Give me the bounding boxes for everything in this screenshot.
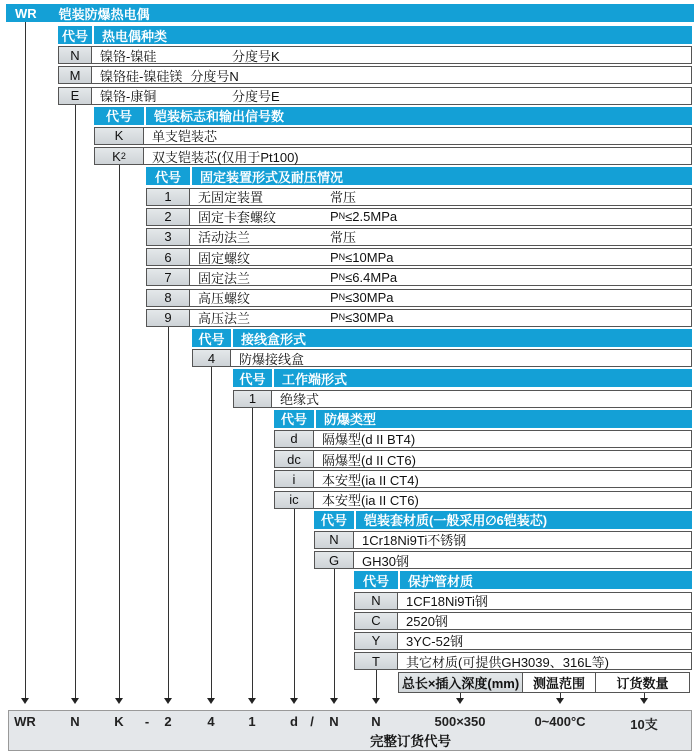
desc-cell: [92, 66, 692, 84]
order-code: K: [114, 714, 124, 729]
code-cell: [146, 289, 190, 307]
code-cell: [146, 228, 190, 246]
table-row: [192, 349, 692, 367]
code-cell: [274, 491, 314, 509]
title-bar: [6, 4, 694, 22]
code-cell: [58, 46, 92, 64]
desc-cell: [398, 592, 692, 610]
table-row: [146, 228, 692, 246]
section-header: [354, 571, 692, 589]
desc-cell: [190, 228, 692, 246]
table-row: [354, 632, 692, 650]
desc-cell: [272, 390, 692, 408]
table-row: [146, 248, 692, 266]
down-arrow-icon: [164, 698, 172, 704]
down-arrow-icon: [207, 698, 215, 704]
pressure-text: P N ≤2.5MPa: [330, 209, 398, 225]
code-value: 9: [164, 310, 172, 326]
code-value: C: [371, 613, 381, 629]
desc-text: GH30钢: [362, 553, 409, 569]
code-value: 6: [164, 249, 172, 265]
desc-text: 2520钢: [406, 614, 448, 630]
code-cell: [192, 349, 231, 367]
down-arrow-icon: [290, 698, 298, 704]
desc-cell: [354, 551, 692, 569]
section-title: 铠装套材质(一般采用∅6铠装芯): [356, 511, 692, 529]
desc-text: 本安型(ia II CT4): [322, 472, 419, 488]
product-code: WR: [15, 5, 37, 21]
table-row: [233, 390, 692, 408]
desc-cell: [354, 531, 692, 549]
desc-text: 隔爆型(d II BT4): [322, 432, 416, 448]
code-cell: [146, 248, 190, 266]
code-value: N: [329, 532, 339, 548]
code-value: ic: [289, 492, 299, 508]
desc-cell: [190, 248, 692, 266]
code-value: d: [290, 431, 298, 447]
desc-cell: [92, 87, 692, 105]
down-arrow-icon: [556, 698, 564, 704]
code-cell: [58, 87, 92, 105]
connector-line: [334, 569, 335, 699]
section-title: 铠装标志和输出信号数: [146, 107, 692, 125]
code-cell: [94, 127, 144, 145]
section-header: [192, 329, 692, 347]
section-header: [274, 410, 692, 428]
code-value: M: [69, 67, 81, 83]
table-row: [354, 652, 692, 670]
table-row: [58, 46, 692, 64]
table-row: [274, 430, 692, 448]
desc-cell: [314, 491, 692, 509]
table-row: [58, 66, 692, 84]
order-code: 1: [248, 714, 256, 729]
desc-text: 双支铠装芯(仅用于Pt100): [152, 149, 299, 165]
code-cell: [274, 450, 314, 468]
desc-cell: [190, 208, 692, 226]
desc-text: 隔爆型(d II CT6): [322, 452, 416, 468]
section-explosion-proof-type: [274, 410, 692, 511]
code-column-label: 代号: [233, 369, 272, 387]
code-cell: [314, 551, 354, 569]
code-value: K: [112, 148, 121, 164]
pressure-text: 常压: [330, 230, 357, 246]
section-title: 工作端形式: [274, 369, 692, 387]
desc-cell: [314, 450, 692, 468]
code-value: 1: [164, 189, 172, 205]
section-sheath-material: [314, 511, 692, 572]
code-value: i: [292, 471, 296, 487]
desc-text: 无固定装置: [198, 190, 264, 206]
desc-cell: [144, 127, 692, 145]
down-arrow-icon: [21, 698, 29, 704]
desc-cell: [190, 188, 692, 206]
connector-line: [252, 408, 253, 699]
code-value: N: [70, 47, 80, 63]
order-code: d: [290, 714, 298, 729]
desc-text: 镍铬-康铜: [100, 89, 157, 105]
down-arrow-icon: [330, 698, 338, 704]
code-column-label: 代号: [58, 26, 92, 44]
code-cell: [94, 147, 144, 165]
code-cell: [146, 188, 190, 206]
code-subscript: 2: [120, 150, 126, 161]
desc-cell: [144, 147, 692, 165]
section-title: 保护管材质: [400, 571, 692, 589]
down-arrow-icon: [248, 698, 256, 704]
code-cell: [146, 268, 190, 286]
connector-line: [376, 670, 377, 699]
table-row: [146, 208, 692, 226]
code-column-label: 代号: [274, 410, 314, 428]
order-code: 4: [207, 714, 215, 729]
section-sheath-mark: [94, 107, 692, 168]
code-cell: [233, 390, 272, 408]
section-junction-box: [192, 329, 692, 369]
order-code: 2: [164, 714, 172, 729]
spec-length-header: 总长×插入深度(mm): [398, 672, 523, 693]
down-arrow-icon: [456, 698, 464, 704]
section-header: [94, 107, 692, 125]
section-header: [314, 511, 692, 529]
order-temp-range: 0~400°C: [534, 714, 586, 729]
grade-text: 分度号N: [190, 68, 239, 84]
desc-text: 镍铬硅-镍硅镁: [100, 68, 183, 84]
desc-cell: [398, 632, 692, 650]
desc-text: 3YC-52钢: [406, 634, 464, 650]
pressure-text: P N ≤6.4MPa: [330, 269, 398, 285]
code-cell: [354, 612, 398, 630]
table-row: [146, 289, 692, 307]
code-cell: [354, 652, 398, 670]
table-row: [274, 470, 692, 488]
order-code: WR: [14, 714, 36, 729]
code-column-label: 代号: [354, 571, 398, 589]
desc-cell: [314, 430, 692, 448]
desc-cell: [190, 309, 692, 327]
connector-line: [119, 165, 120, 699]
order-code-separator: -: [144, 714, 150, 729]
table-row: [314, 531, 692, 549]
connector-line: [25, 22, 26, 699]
desc-text: 其它材质(可提供GH3039、316L等): [406, 654, 609, 670]
grade-text: 分度号K: [232, 48, 280, 64]
desc-text: 1Cr18Ni9Ti不锈钢: [362, 533, 467, 549]
section-header: [233, 369, 692, 387]
desc-cell: [92, 46, 692, 64]
desc-text: 高压法兰: [198, 311, 251, 327]
section-thermocouple-type: [58, 26, 692, 107]
spec-header-row: [398, 672, 690, 693]
desc-text: 固定卡套螺纹: [198, 210, 277, 226]
code-cell: [58, 66, 92, 84]
desc-text: 镍铬-镍硅: [100, 48, 157, 64]
section-title: 防爆类型: [316, 410, 692, 428]
pressure-text: P N ≤10MPa: [330, 249, 394, 265]
connector-line: [75, 105, 76, 699]
code-value: 4: [207, 350, 216, 366]
code-cell: [146, 309, 190, 327]
code-column-label: 代号: [192, 329, 231, 347]
section-fixing-device: [146, 167, 692, 329]
table-row: [274, 450, 692, 468]
code-value: N: [371, 593, 381, 609]
desc-text: 高压螺纹: [198, 291, 251, 307]
desc-text: 防爆接线盒: [239, 351, 305, 367]
code-column-label: 代号: [314, 511, 354, 529]
order-code-separator: /: [310, 714, 314, 729]
code-cell: [146, 208, 190, 226]
down-arrow-icon: [115, 698, 123, 704]
code-value: G: [328, 552, 340, 568]
desc-cell: [398, 652, 692, 670]
down-arrow-icon: [372, 698, 380, 704]
section-title: 固定装置形式及耐压情况: [192, 167, 692, 185]
table-row: [314, 551, 692, 569]
table-row: [146, 188, 692, 206]
section-title: 接线盒形式: [233, 329, 692, 347]
code-cell: [314, 531, 354, 549]
table-row: [354, 592, 692, 610]
desc-text: 本安型(ia II CT6): [322, 493, 419, 509]
section-title: 热电偶种类: [94, 26, 692, 44]
code-cell: [274, 470, 314, 488]
desc-text: 固定法兰: [198, 270, 251, 286]
table-row: [354, 612, 692, 630]
grade-text: 分度号E: [232, 89, 280, 105]
order-quantity: 10支: [630, 717, 658, 732]
desc-cell: [190, 268, 692, 286]
spec-quantity-header: 订货数量: [595, 672, 690, 693]
connector-line: [168, 327, 169, 699]
code-cell: [354, 632, 398, 650]
code-value: K: [114, 128, 124, 144]
desc-text: 固定螺纹: [198, 250, 251, 266]
code-column-label: 代号: [94, 107, 144, 125]
pressure-text: 常压: [330, 190, 357, 206]
pressure-text: P N ≤30MPa: [330, 310, 394, 326]
code-value: 1: [248, 391, 257, 407]
table-row: [58, 87, 692, 105]
connector-line: [211, 367, 212, 699]
connector-line: [294, 509, 295, 699]
down-arrow-icon: [640, 698, 648, 704]
code-value: dc: [287, 451, 301, 467]
desc-text: 1CF18Ni9Ti钢: [406, 594, 488, 610]
desc-cell: [231, 349, 692, 367]
code-value: E: [70, 88, 80, 104]
order-code: N: [70, 714, 80, 729]
table-row: [146, 268, 692, 286]
desc-text: 单支铠装芯: [152, 129, 218, 145]
order-code: N: [329, 714, 339, 729]
order-code-bar: [8, 710, 692, 751]
code-value: 8: [164, 290, 172, 306]
section-working-end: [233, 369, 692, 409]
desc-text: 活动法兰: [198, 230, 251, 246]
section-protection-tube-material: [354, 571, 692, 672]
code-value: 2: [164, 209, 172, 225]
code-value: 3: [164, 229, 172, 245]
code-column-label: 代号: [146, 167, 190, 185]
order-spec-length: 500×350: [434, 714, 486, 729]
code-cell: [354, 592, 398, 610]
section-header: [146, 167, 692, 185]
page-title: 铠装防爆热电偶: [58, 6, 150, 22]
pressure-text: P N ≤30MPa: [330, 290, 394, 306]
code-value: Y: [371, 633, 381, 649]
desc-cell: [398, 612, 692, 630]
desc-cell: [314, 470, 692, 488]
desc-cell: [190, 289, 692, 307]
code-cell: [274, 430, 314, 448]
spec-temp-range-header: 测温范围: [522, 672, 596, 693]
table-row: [94, 127, 692, 145]
table-row: [94, 147, 692, 165]
code-value: T: [372, 653, 380, 669]
table-row: [274, 491, 692, 509]
section-header: [58, 26, 692, 44]
order-bar-caption: 完整订货代号: [370, 734, 451, 749]
down-arrow-icon: [71, 698, 79, 704]
table-row: [146, 309, 692, 327]
order-code: N: [371, 714, 381, 729]
code-value: 7: [164, 269, 172, 285]
desc-text: 绝缘式: [280, 392, 320, 408]
